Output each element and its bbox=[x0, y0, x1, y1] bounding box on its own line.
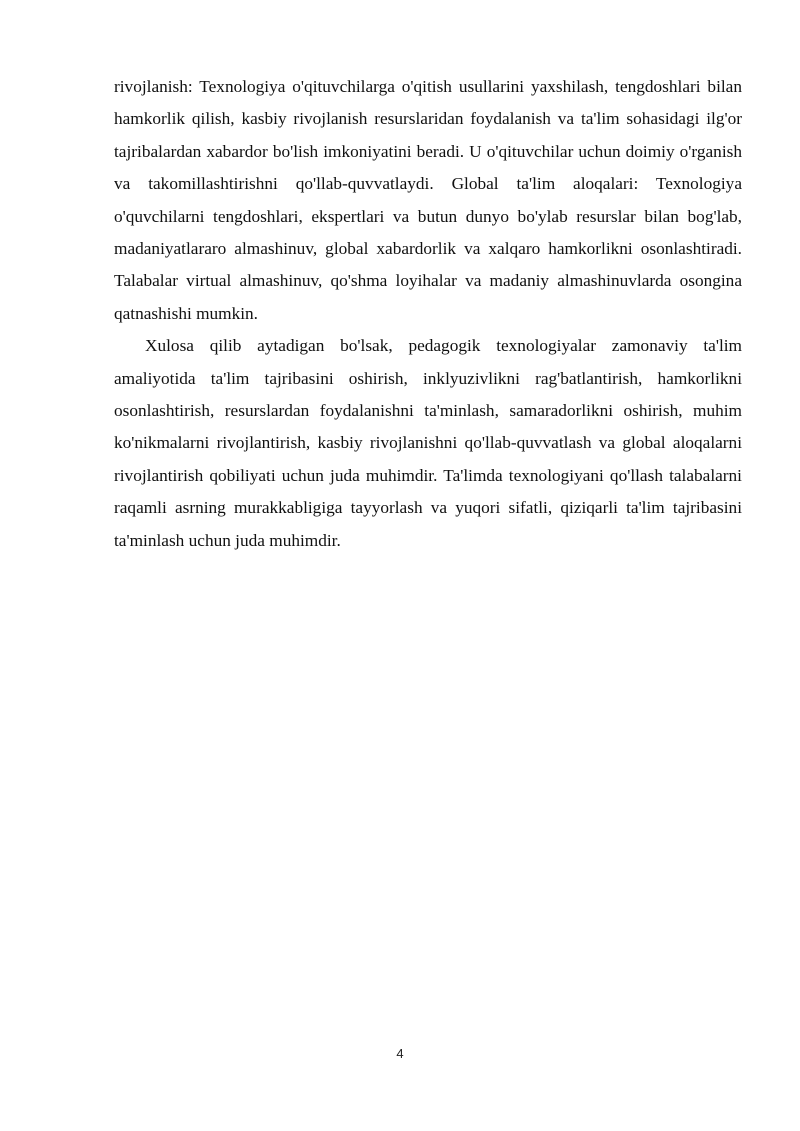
paragraph-continuation: rivojlanish: Texnologiya o'qituvchilarga o'qitish usullarini yaxshilash, tengdoshlari bilan hamkorlik qilish, kasbiy rivojlanish resurslaridan foydalanish va ta'lim sohasidagi ilg'or tajribalardan xabardor bo'lish imkoniyatini beradi. U o'qituvchilar uchun doimiy o'rganish va takomillashtirishni qo'llab-quvvatlaydi. Global ta'lim aloqalari: Texnologiya o'quvchilarni tengdoshlari, ekspertlari va butun dunyo bo'ylab resurslar bilan bog'lab, madaniyatlararo almashinuv, global xabardorlik va xalqaro hamkorlikni osonlashtiradi. Talabalar virtual almashinuv, qo'shma loyihalar va madaniy almashinuvlarda osongina qatnashishi mumkin. bbox=[114, 77, 742, 323]
paragraph-conclusion: Xulosa qilib aytadigan bo'lsak, pedagogik texnologiyalar zamonaviy ta'lim amaliyotida ta'lim tajribasini oshirish, inklyuzivlikni rag'batlantirish, hamkorlikni osonlashtirish, resurslardan foydalanishni ta'minlash, samaradorlikni oshirish, muhim ko'nikmalarni rivojlantirish, kasbiy rivojlanishni qo'llab-quvvatlash va global aloqalarni rivojlantirish qobiliyati uchun juda muhimdir. Ta'limda texnologiyani qo'llash talabalarni raqamli asrning murakkabligiga tayyorlash va yuqori sifatli, qiziqarli ta'lim tajribasini ta'minlash uchun juda muhimdir. bbox=[114, 336, 742, 550]
document-body bbox=[114, 71, 742, 557]
page-number: 4 bbox=[396, 1046, 404, 1061]
